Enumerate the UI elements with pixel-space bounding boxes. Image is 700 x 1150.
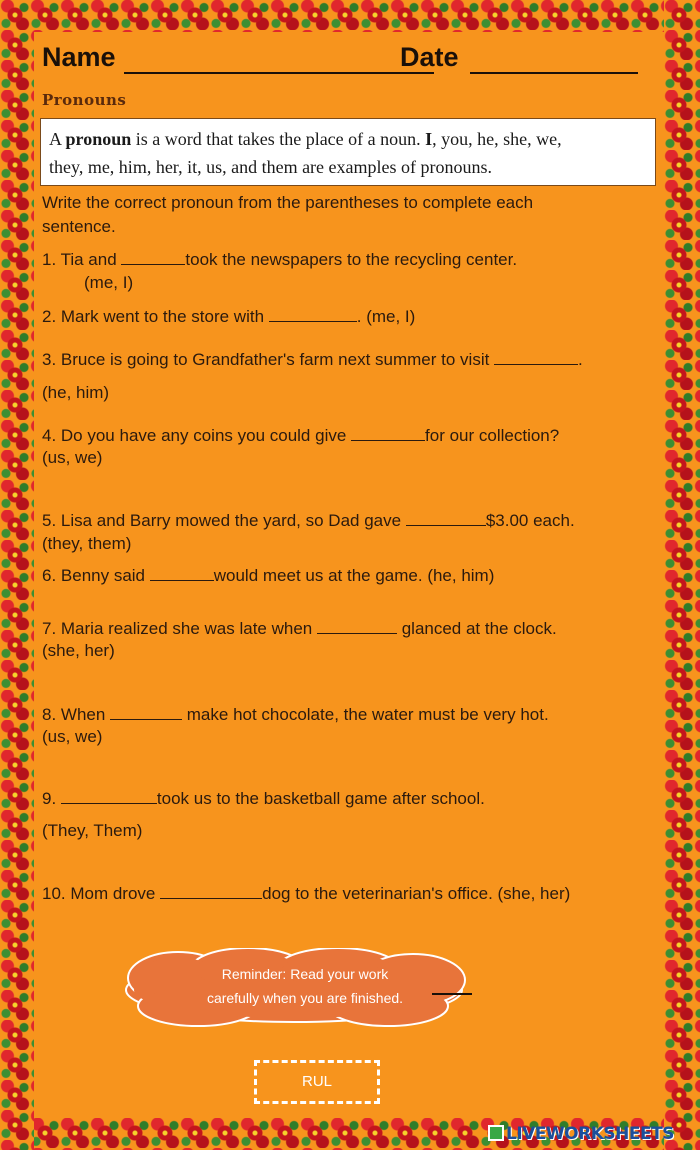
- answer-blank-8[interactable]: [110, 706, 182, 720]
- poinsettia-border-top: [0, 0, 700, 32]
- question-1: 1. Tia and took the newspapers to the recycling center.: [42, 250, 518, 269]
- liveworksheets-logo-icon: [488, 1125, 504, 1141]
- definition-example-i: I: [425, 129, 433, 149]
- definition-line-2: they, me, him, her, it, us, and them are examples of pronouns.: [49, 157, 493, 177]
- reminder-line-1: Reminder: Read your work: [221, 966, 389, 982]
- question-3: 3. Bruce is going to Grandfather's farm next summer to visit .: [42, 350, 583, 369]
- date-label: Date: [400, 42, 459, 72]
- question-9: 9. took us to the basketball game after school.: [42, 789, 485, 808]
- poinsettia-border-right: [664, 0, 700, 1150]
- reminder-line-2: carefully when you are finished.: [206, 990, 404, 1006]
- answer-blank-5[interactable]: [406, 512, 486, 526]
- answer-blank-1[interactable]: [121, 251, 185, 265]
- answer-blank-9[interactable]: [61, 790, 157, 804]
- name-label: Name: [42, 42, 116, 72]
- reminder-text: [140, 962, 470, 1010]
- question-8-choices: (us, we): [42, 727, 103, 746]
- answer-blank-3[interactable]: [494, 351, 578, 365]
- question-8: 8. When make hot chocolate, the water must be very hot.: [42, 705, 549, 724]
- definition-line-1: A pronoun is a word that takes the place of a noun. I, you, he, she, we,: [49, 129, 562, 149]
- question-4: 4. Do you have any coins you could give for our collection?: [42, 426, 560, 445]
- answer-blank-6[interactable]: [150, 567, 214, 581]
- name-field[interactable]: [124, 72, 434, 74]
- answer-blank-4[interactable]: [351, 427, 425, 441]
- date-field[interactable]: [470, 72, 638, 74]
- definition-term: pronoun: [65, 129, 132, 149]
- answer-blank-2[interactable]: [269, 308, 357, 322]
- liveworksheets-logo: [488, 1124, 696, 1148]
- instructions-line-1: Write the correct pronoun from the parentheses to complete each: [42, 193, 534, 212]
- name-date-header: [42, 42, 642, 78]
- poinsettia-border-left: [0, 0, 34, 1150]
- question-7: 7. Maria realized she was late when glanced at the clock.: [42, 619, 557, 638]
- question-5: 5. Lisa and Barry mowed the yard, so Dad gave $3.00 each.: [42, 511, 575, 530]
- instructions-line-2: sentence.: [42, 217, 116, 236]
- definition-box: [40, 118, 656, 186]
- answer-blank-7[interactable]: [317, 620, 397, 634]
- section-title: Pronouns: [42, 91, 127, 109]
- answer-blank-10[interactable]: [160, 885, 262, 899]
- question-4-choices: (us, we): [42, 448, 103, 467]
- question-7-choices: (she, her): [42, 641, 115, 660]
- question-6: 6. Benny said would meet us at the game. (he, him): [42, 566, 495, 585]
- question-1-choices: (me, I): [84, 273, 134, 292]
- question-2: 2. Mark went to the store with . (me, I): [42, 307, 416, 326]
- logo-text: LIVEWORKSHEETS: [506, 1124, 674, 1144]
- rul-button[interactable]: RUL: [254, 1060, 380, 1104]
- question-10: 10. Mom drove dog to the veterinarian's office. (she, her): [42, 884, 571, 903]
- question-9-choices: (They, Them): [42, 821, 143, 840]
- question-3-choices: (he, him): [42, 383, 110, 402]
- question-5-choices: (they, them): [42, 534, 132, 553]
